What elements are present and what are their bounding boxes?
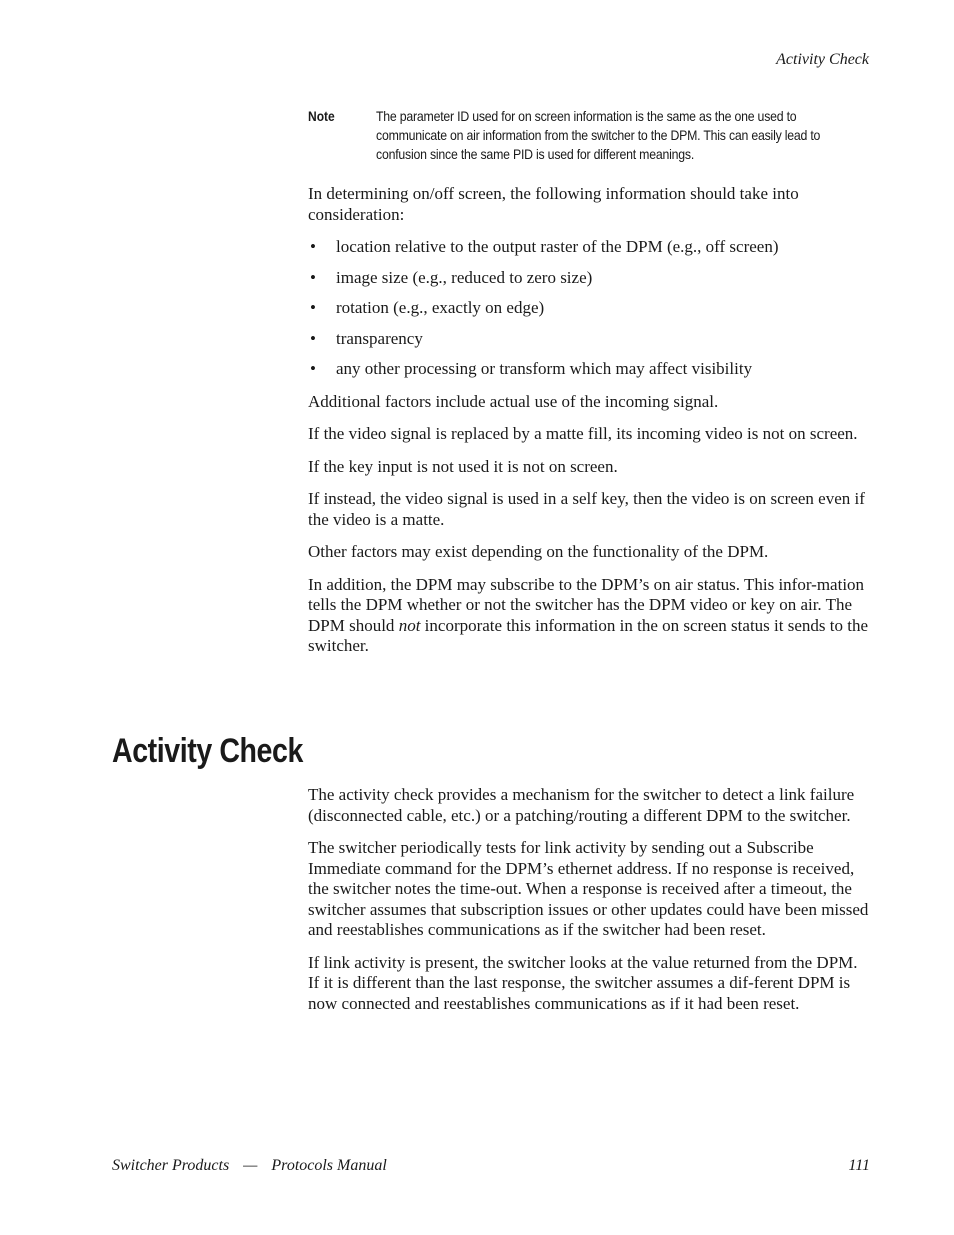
paragraph: If the key input is not used it is not on screen.: [308, 456, 618, 476]
list-item: • location relative to the output raster of the DPM (e.g., off screen): [308, 237, 870, 258]
page-number: 111: [848, 1157, 870, 1174]
paragraph: Other factors may exist depending on the functionality of the DPM.: [308, 542, 769, 561]
list-item: • image size (e.g., reduced to zero size): [308, 268, 870, 289]
consideration-list: [308, 237, 870, 380]
paragraph: The switcher periodically tests for link activity by sending out a Subscribe Immediate command for the DPM’s ethernet address. If no response is received, the switcher notes the time-out. When a response is received after a timeout, the switcher assumes that subscription issues or other updates could have been missed and reestablishes communications as if the switcher had been reset.: [308, 838, 869, 939]
paragraph: The activity check provides a mechanism for the switcher to detect a link failure (disconnected cable, etc.) or a patching/routing a different DPM to the switcher.: [308, 785, 855, 825]
intro-paragraph: In determining on/off screen, the following information should take into consideration:: [308, 184, 799, 224]
note-label: Note: [308, 108, 335, 124]
footer-manual: Protocols Manual: [271, 1157, 387, 1174]
section-heading: Activity Check: [112, 732, 303, 770]
note-text: The parameter ID used for on screen information is the same as the one used to communicate on air information from the switcher to the DPM. This can easily lead to confusion since the same PID is used for different meanings.: [376, 108, 821, 162]
paragraph: If the video signal is replaced by a matte fill, its incoming video is not on screen.: [308, 424, 858, 443]
page-footer: [112, 1157, 870, 1175]
running-header: Activity Check: [776, 51, 869, 68]
section-activity-check-body: [308, 785, 870, 1026]
paragraph: Additional factors include actual use of the incoming signal.: [308, 391, 719, 411]
footer-title: [112, 1157, 397, 1175]
footer-separator: —: [243, 1157, 258, 1174]
note-text-wrapper: [376, 107, 848, 164]
paragraph: If link activity is present, the switcher looks at the value returned from the DPM. If it is different than the last response, the switcher assumes a dif-ferent DPM is now connected and reestablishes communications as if it had been reset.: [308, 952, 858, 1013]
paragraph-text: In addition, the DPM may subscribe to the DPM’s on air status. This infor-mation tells the DPM whether or not the switcher has the DPM video or key on air. The DPM should: [308, 574, 865, 635]
on-air-status-paragraph: [308, 575, 870, 657]
list-item: • any other processing or transform which may affect visibility: [308, 359, 870, 380]
footer-product: Switcher Products: [112, 1157, 230, 1174]
paragraph-text: incorporate this information in the on screen status it sends to the switcher.: [308, 615, 868, 655]
note-box: [308, 107, 848, 164]
paragraph: If instead, the video signal is used in a self key, then the video is on screen even if the video is a matte.: [308, 489, 865, 529]
list-item: • transparency: [308, 329, 870, 350]
section-on-screen-body: [308, 184, 870, 669]
list-item: • rotation (e.g., exactly on edge): [308, 298, 870, 319]
emphasis-text: not: [398, 615, 421, 635]
